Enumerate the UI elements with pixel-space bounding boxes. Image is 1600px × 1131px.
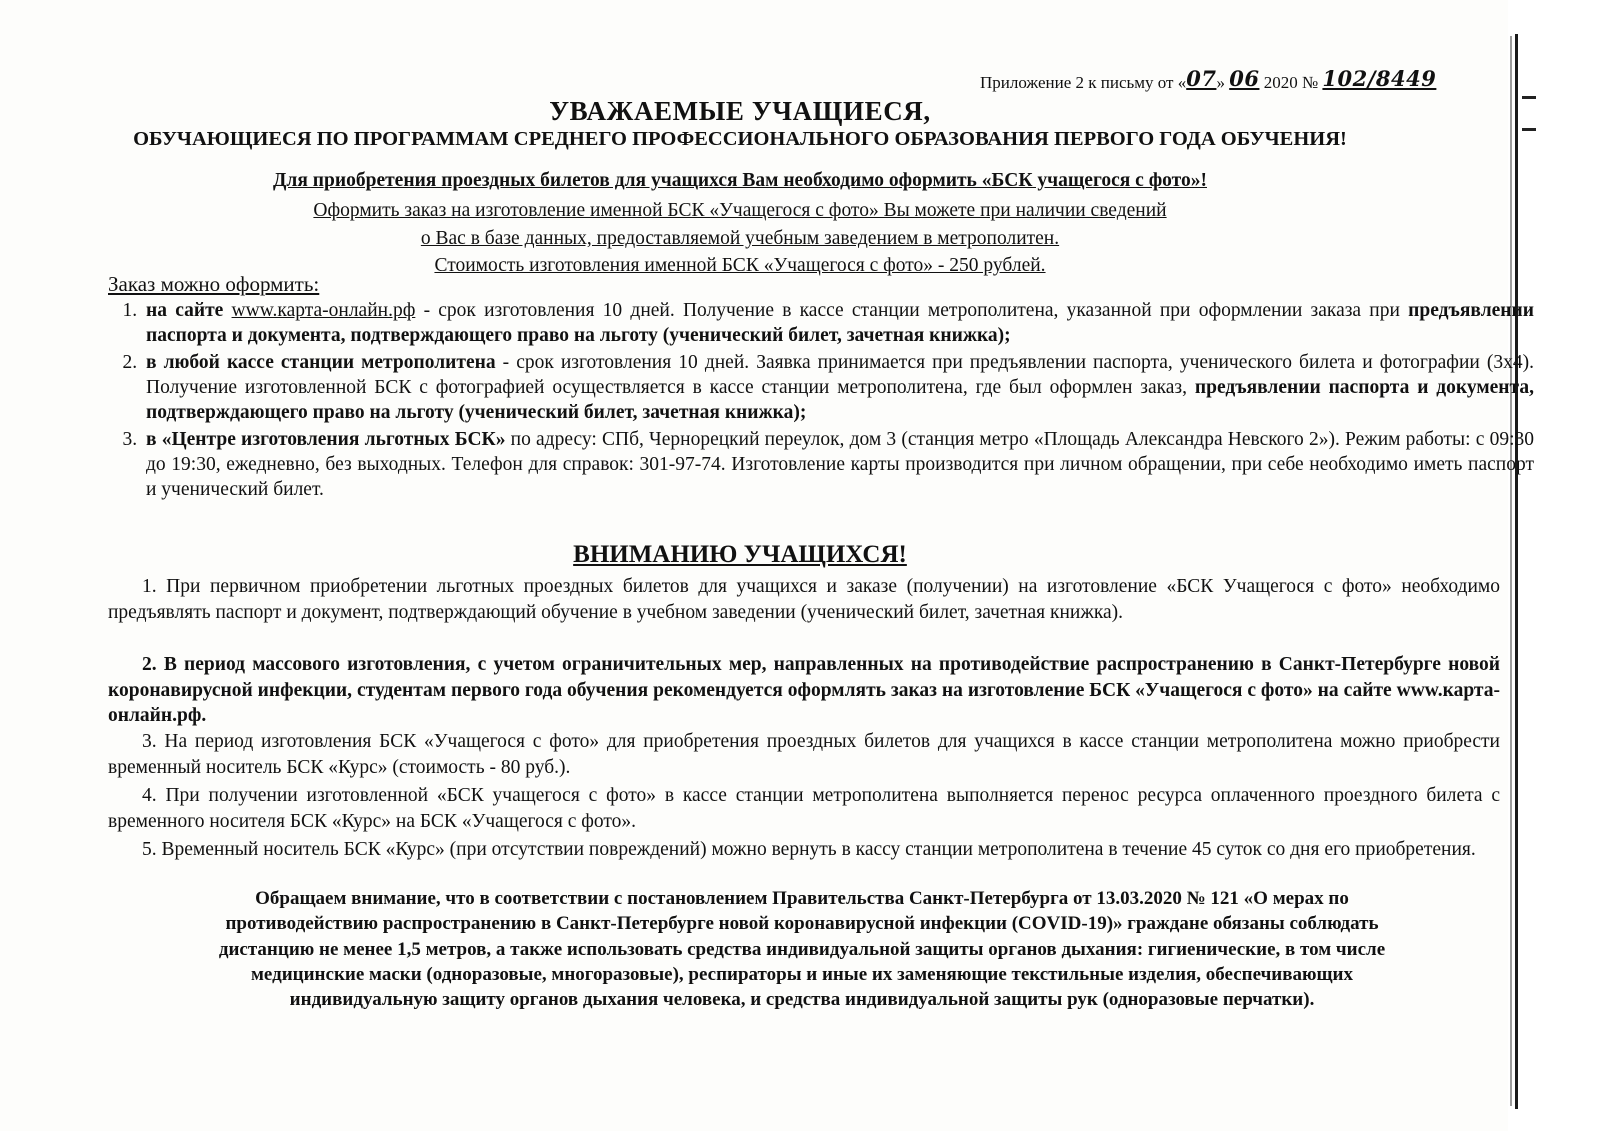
appendix-number-label: №: [1301, 73, 1319, 92]
scan-edge-line-secondary: [1510, 36, 1512, 1106]
covid-notice-line: индивидуальную защиту органов дыхания человека, и средства индивидуальной защиты рук (одноразовые перчатки).: [289, 989, 1315, 1011]
order-item-3-text: по адресу: СПб, Чернорецкий переулок, дом 3 (станция метро «Площадь Александра Невского 2»). Режим работы: с 09:30 до 19:30, ежедневно, без выходных. Телефон для справок: 301-97-74. Изготовление карты производится при личном обращении, при себе необходимо иметь паспорт и ученический билет.: [146, 428, 1534, 501]
order-item-3-bold-lead: в «Центре изготовления льготных БСК»: [146, 428, 506, 450]
scan-dash-mark: [1522, 96, 1536, 99]
covid-notice-line: дистанцию не менее 1,5 метров, а также использовать средства индивидуальной защиты органов дыхания: гигиенические, в том числе: [218, 938, 1386, 960]
covid-notice-line: противодействию распространению в Санкт-Петербурге новой коронавирусной инфекции (COVID-19)» граждане обязаны соблюдать: [225, 913, 1379, 935]
appendix-month-handwritten: 06: [1229, 66, 1260, 91]
appendix-year: 2020: [1263, 73, 1298, 92]
scan-edge-line: [1515, 34, 1518, 1109]
list-item: [142, 350, 1534, 426]
appendix-quote-close: »: [1216, 73, 1225, 92]
appendix-prefix: Приложение 2 к письму от «: [980, 73, 1187, 92]
covid-notice-line: медицинские маски (одноразовые, многоразовые), респираторы и иные их заменяющие текстильные изделия, обеспечивающих: [250, 963, 1353, 985]
appendix-number-handwritten: 102/8449: [1322, 66, 1437, 91]
lead-line-3: о Вас в базе данных, предоставляемой учебным заведением в метрополитен.: [420, 228, 1060, 249]
appendix-day-handwritten: 07: [1186, 66, 1217, 91]
scan-edge-artifact: [1508, 0, 1600, 1131]
order-item-2-bold-lead: в любой кассе станции метрополитена: [146, 351, 496, 373]
page-title: УВАЖАЕМЫЕ УЧАЩИЕСЯ,: [549, 96, 931, 126]
covid-notice-line: Обращаем внимание, что в соответствии с постановлением Правительства Санкт-Петербурга от 13.03.2020 № 121 «О мерах по: [255, 888, 1349, 909]
order-item-1-bold-lead: на сайте: [146, 300, 232, 321]
order-options-list: [108, 298, 1534, 503]
order-item-1-text: - срок изготовления 10 дней. Получение в кассе станции метрополитена, указанной при оформлении заказа при: [415, 300, 1409, 321]
order-heading: Заказ можно оформить:: [108, 272, 320, 296]
covid-notice: [152, 886, 1452, 1012]
page-subtitle: ОБУЧАЮЩИЕСЯ ПО ПРОГРАММАМ СРЕДНЕГО ПРОФЕССИОНАЛЬНОГО ОБРАЗОВАНИЯ ПЕРВОГО ГОДА ОБУЧЕНИЯ!: [133, 128, 1347, 150]
paragraph-1: 1. При первичном приобретении льготных проездных билетов для учащихся и заказе (получении) на изготовление «БСК Учащегося с фото» необходимо предъявлять паспорт и документ, подтверждающий обучение в учебном заведении (ученический билет, зачетная книжка).: [108, 576, 1500, 623]
paragraph-4: 4. При получении изготовленной «БСК учащегося с фото» в кассе станции метрополитена выполняется перенос ресурса оплаченного проездного билета с временного носителя БСК «Курс» на БСК «Учащегося с фото».: [108, 785, 1500, 832]
scan-dash-mark: [1522, 128, 1536, 131]
order-item-2-text: - срок изготовления 10 дней. Заявка принимается при предъявлении паспорта, ученического билета и фотографии (3х4). Получение изготовленной БСК с фотографией осуществляется в кассе станции метрополитена, где был оформлен заказ,: [146, 351, 1534, 399]
paragraph-3: 3. На период изготовления БСК «Учащегося с фото» для приобретения проездных билетов для учащихся в кассе станции метрополитена можно приобрести временный носитель БСК «Курс» (стоимость - 80 руб.).: [108, 731, 1500, 778]
appendix-reference: [980, 68, 1500, 93]
lead-line-1: Для приобретения проездных билетов для учащихся Вам необходимо оформить «БСК учащегося с фото»!: [273, 170, 1207, 191]
paragraph-5: 5. Временный носитель БСК «Курс» (при отсутствии повреждений) можно вернуть в кассу станции метрополитена в течение 45 суток со дня его приобретения.: [142, 839, 1476, 860]
paragraph-2: 2. В период массового изготовления, с учетом ограничительных мер, направленных на противодействие распространению в Санкт-Петербурге новой коронавирусной инфекции, студентам первого года обучения рекомендуется оформлять заказ на изготовление БСК «Учащегося с фото» на сайте www.карта-онлайн.рф.: [108, 654, 1500, 727]
list-item: [142, 298, 1534, 349]
lead-line-2: Оформить заказ на изготовление именной БСК «Учащегося с фото» Вы можете при наличии сведений: [313, 200, 1167, 221]
order-item-1-bold-tail: предъявлении паспорта и документа, подтверждающего право на льготу (ученический билет, зачетная книжка);: [146, 300, 1534, 347]
attention-heading: ВНИМАНИЮ УЧАЩИХСЯ!: [573, 541, 907, 568]
order-item-1-site: www.карта-онлайн.рф: [231, 300, 416, 321]
lead-line-4: Стоимость изготовления именной БСК «Учащегося с фото» - 250 рублей.: [434, 255, 1046, 276]
list-item: [142, 427, 1534, 503]
order-item-2-bold-tail: предъявлении паспорта и документа, подтверждающего право на льготу (ученический билет, зачетная книжка);: [146, 377, 1534, 424]
